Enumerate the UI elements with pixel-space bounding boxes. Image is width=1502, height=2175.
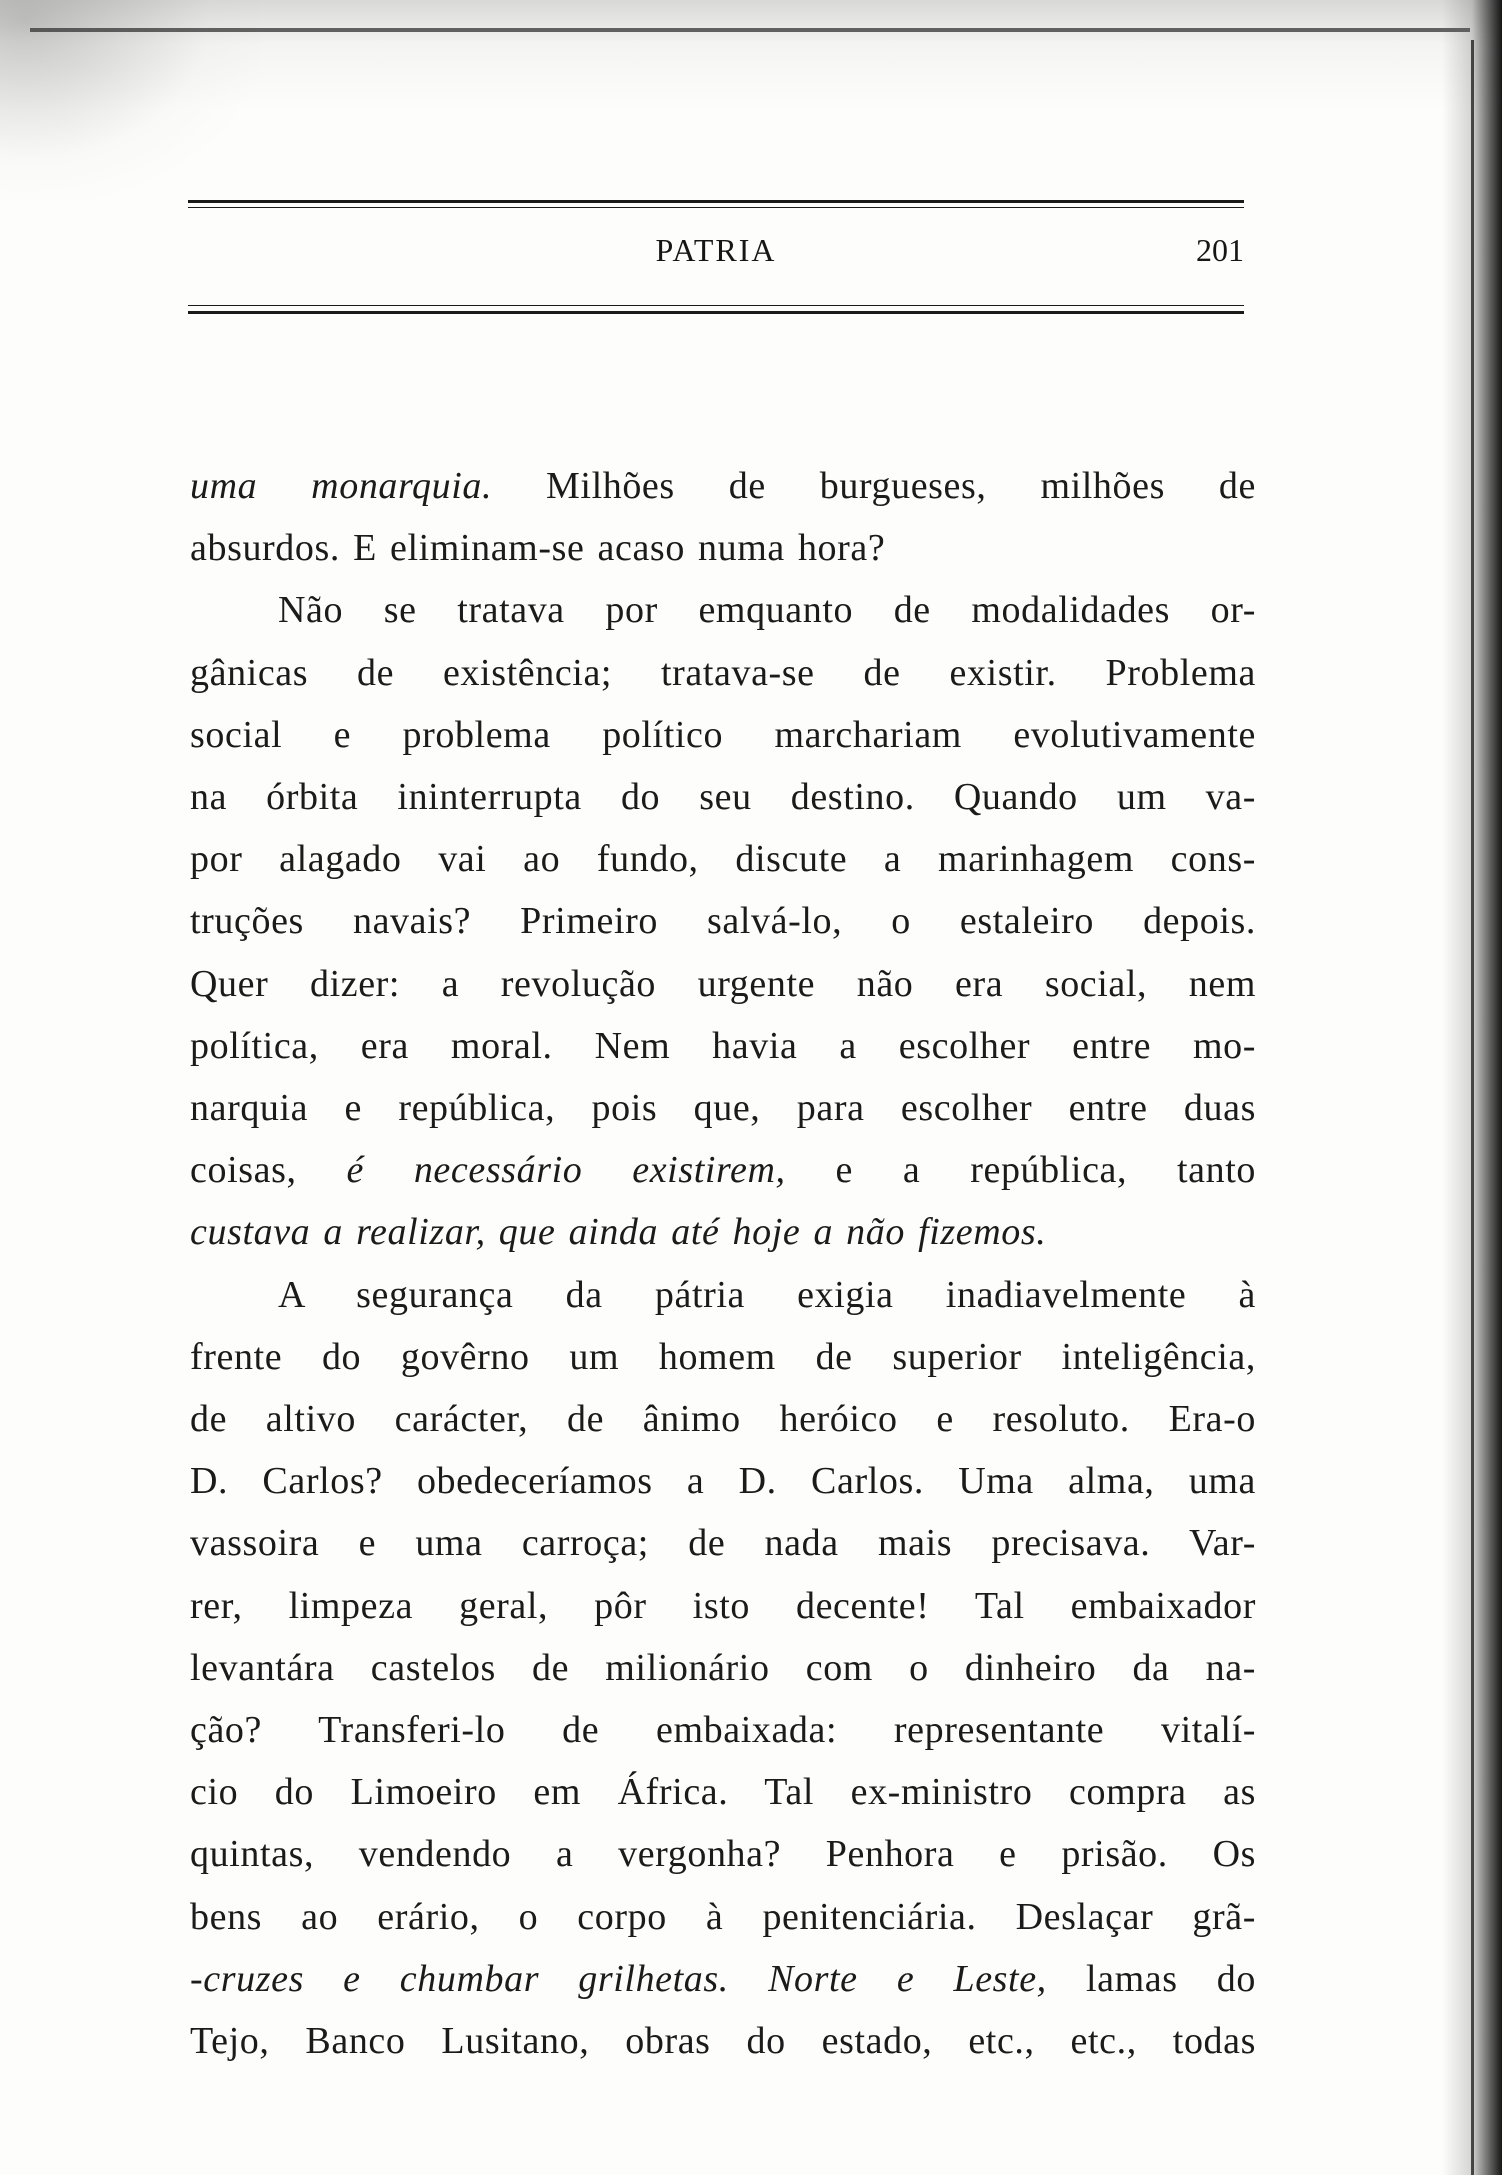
scan-edge-line — [30, 28, 1470, 32]
text-line: Não se tratava por emquanto de modalidades or- — [278, 589, 1256, 632]
text-line: ção? Transferi-lo de embaixada: representante vitalí- — [190, 1709, 1256, 1752]
text-line: vassoira e uma carroça; de nada mais precisava. Var- — [190, 1522, 1256, 1565]
text-line: truções navais? Primeiro salvá-lo, o estaleiro depois. — [190, 900, 1256, 943]
text-line: quintas, vendendo a vergonha? Penhora e prisão. Os — [190, 1833, 1256, 1876]
body-text — [190, 455, 1256, 2072]
header-rule-bottom-thin — [188, 305, 1244, 306]
text-line: A segurança da pátria exigia inadiavelmente à — [278, 1273, 1256, 1316]
running-title: PATRIA — [655, 232, 777, 268]
text-line: rer, limpeza geral, pôr isto decente! Tal embaixador — [190, 1584, 1256, 1627]
text-line: social e problema político marchariam evolutivamente — [190, 713, 1256, 756]
text-line: política, era moral. Nem havia a escolher entre mo- — [190, 1024, 1256, 1067]
text-line: por alagado vai ao fundo, discute a marinhagem cons- — [190, 838, 1256, 881]
text-line: uma monarquia. Milhões de burgueses, milhões de — [190, 465, 1256, 507]
running-head — [188, 228, 1244, 278]
header-rule-bottom-thick — [188, 311, 1244, 314]
page-number: 201 — [1196, 232, 1244, 268]
text-line: coisas, é necessário existirem, e a república, tanto — [190, 1149, 1256, 1192]
header-rule-top-thick — [188, 200, 1244, 203]
text-line: levantára castelos de milionário com o dinheiro da na- — [190, 1646, 1256, 1689]
text-line: custava a realizar, que ainda até hoje a não fizemos. — [190, 1211, 1047, 1254]
scan-binding-edge — [1471, 40, 1474, 2175]
text-line: narquia e república, pois que, para escolher entre duas — [190, 1087, 1256, 1130]
text-line: absurdos. E eliminam-se acaso numa hora? — [190, 527, 886, 570]
text-line: bens ao erário, o corpo à penitenciária. Deslaçar grã- — [190, 1895, 1256, 1938]
header-rule-top-thin — [188, 207, 1244, 208]
text-line: D. Carlos? obedeceríamos a D. Carlos. Uma alma, uma — [190, 1460, 1256, 1503]
text-line: -cruzes e chumbar grilhetas. Norte e Leste, lamas do — [190, 1957, 1256, 2000]
text-line: frente do govêrno um homem de superior inteligência, — [190, 1335, 1256, 1378]
text-line: Tejo, Banco Lusitano, obras do estado, etc., etc., todas — [190, 2020, 1256, 2063]
text-line: na órbita ininterrupta do seu destino. Quando um va- — [190, 776, 1256, 819]
text-line: de altivo carácter, de ânimo heróico e resoluto. Era-o — [190, 1398, 1256, 1441]
text-line: Quer dizer: a revolução urgente não era social, nem — [190, 962, 1256, 1005]
text-line: cio do Limoeiro em África. Tal ex-ministro compra as — [190, 1771, 1256, 1814]
text-line: gânicas de existência; tratava-se de existir. Problema — [190, 651, 1256, 694]
